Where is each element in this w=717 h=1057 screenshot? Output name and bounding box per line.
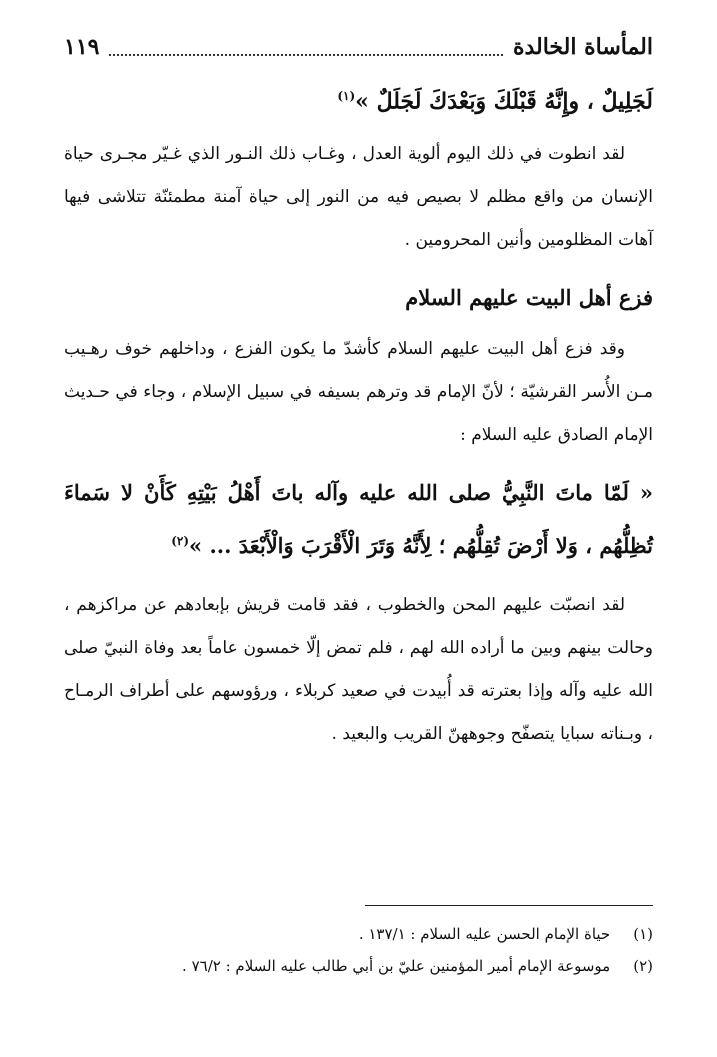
- footnote-item: [64, 918, 653, 950]
- section-heading: فزع أهل البيت عليهم السلام: [405, 285, 653, 311]
- running-title: المأساة الخالدة: [512, 34, 653, 60]
- hadith-quote-text: « لَمّا ماتَ النَّبِيُّ صلى الله عليه وآله باتَ أَهْلُ بَيْتِهِ كَأَنْ لا سَماءَ تُظِلُّهُم ، وَلا أَرْضَ تُقِلُّهُم ؛ لِأَنَّهُ وَتَرَ الْأَقْرَبَ وَالْأَبْعَدَ ... »: [64, 480, 653, 559]
- footnote-ref-2: (٢): [171, 534, 190, 549]
- page-header: [64, 30, 653, 64]
- quote-continuation-text: لَجَلِيلٌ ، وإِنَّهُ قَبْلَكَ وَبَعْدَكَ لَجَلَلٌ »: [355, 88, 653, 115]
- page-number: ١١٩: [64, 34, 100, 60]
- paragraph-2: وقد فزع أهل البيت عليهم السلام كأشدّ ما يكون الفزع ، وداخلهم خوف رهـيب مـن الأُسر القرشيّة ؛ لأنّ الإمام قد وترهم بسيفه في سبيل الإسلام ، وجاء في حـديث الإمام الصادق عليه السلام :: [64, 339, 653, 446]
- footnote-divider: [365, 905, 653, 906]
- footnote-number: (١): [633, 925, 653, 943]
- footnotes: [64, 918, 653, 982]
- footnote-number: (٢): [633, 957, 653, 975]
- footnote-ref-1: (١): [337, 89, 356, 103]
- footnote-item: [64, 950, 653, 982]
- paragraph-1: لقد انطوت في ذلك اليوم ألوية العدل ، وغـاب ذلك النـور الذي غـيّر مجـرى حياة الإنسان من واقع مظلم لا بصيص فيه من النور إلى حياة آمنة مطمئنّة تتلاشى فيها آهات المظلومين وأنين المحرومين .: [64, 144, 653, 251]
- footnote-text: حياة الإمام الحسن عليه السلام : ١٣٧/١ .: [358, 925, 611, 943]
- footnote-text: موسوعة الإمام أمير المؤمنين عليّ بن أبي طالب عليه السلام : ٧٦/٢ .: [182, 957, 611, 975]
- quote-continuation: [64, 74, 653, 123]
- main-text: [64, 74, 653, 756]
- header-dotted-leader: [109, 54, 502, 56]
- paragraph-3: لقد انصبّت عليهم المحن والخطوب ، فقد قامت قريش بإبعادهم عن مراكزهم ، وحالت بينهم وبين ما أراده الله لهم ، فلم تمض إلّا خمسون عاماً بعد وفاة النبيّ صلى الله عليه وآله وإذا بعترته قد أُبيدت في صعيد كربلاء ، ورؤوسهم على أطراف الرمـاح ، وبـناته سبايا يتصفّح وجوههنّ القريب والبعيد .: [64, 595, 653, 745]
- hadith-quote: [64, 469, 653, 570]
